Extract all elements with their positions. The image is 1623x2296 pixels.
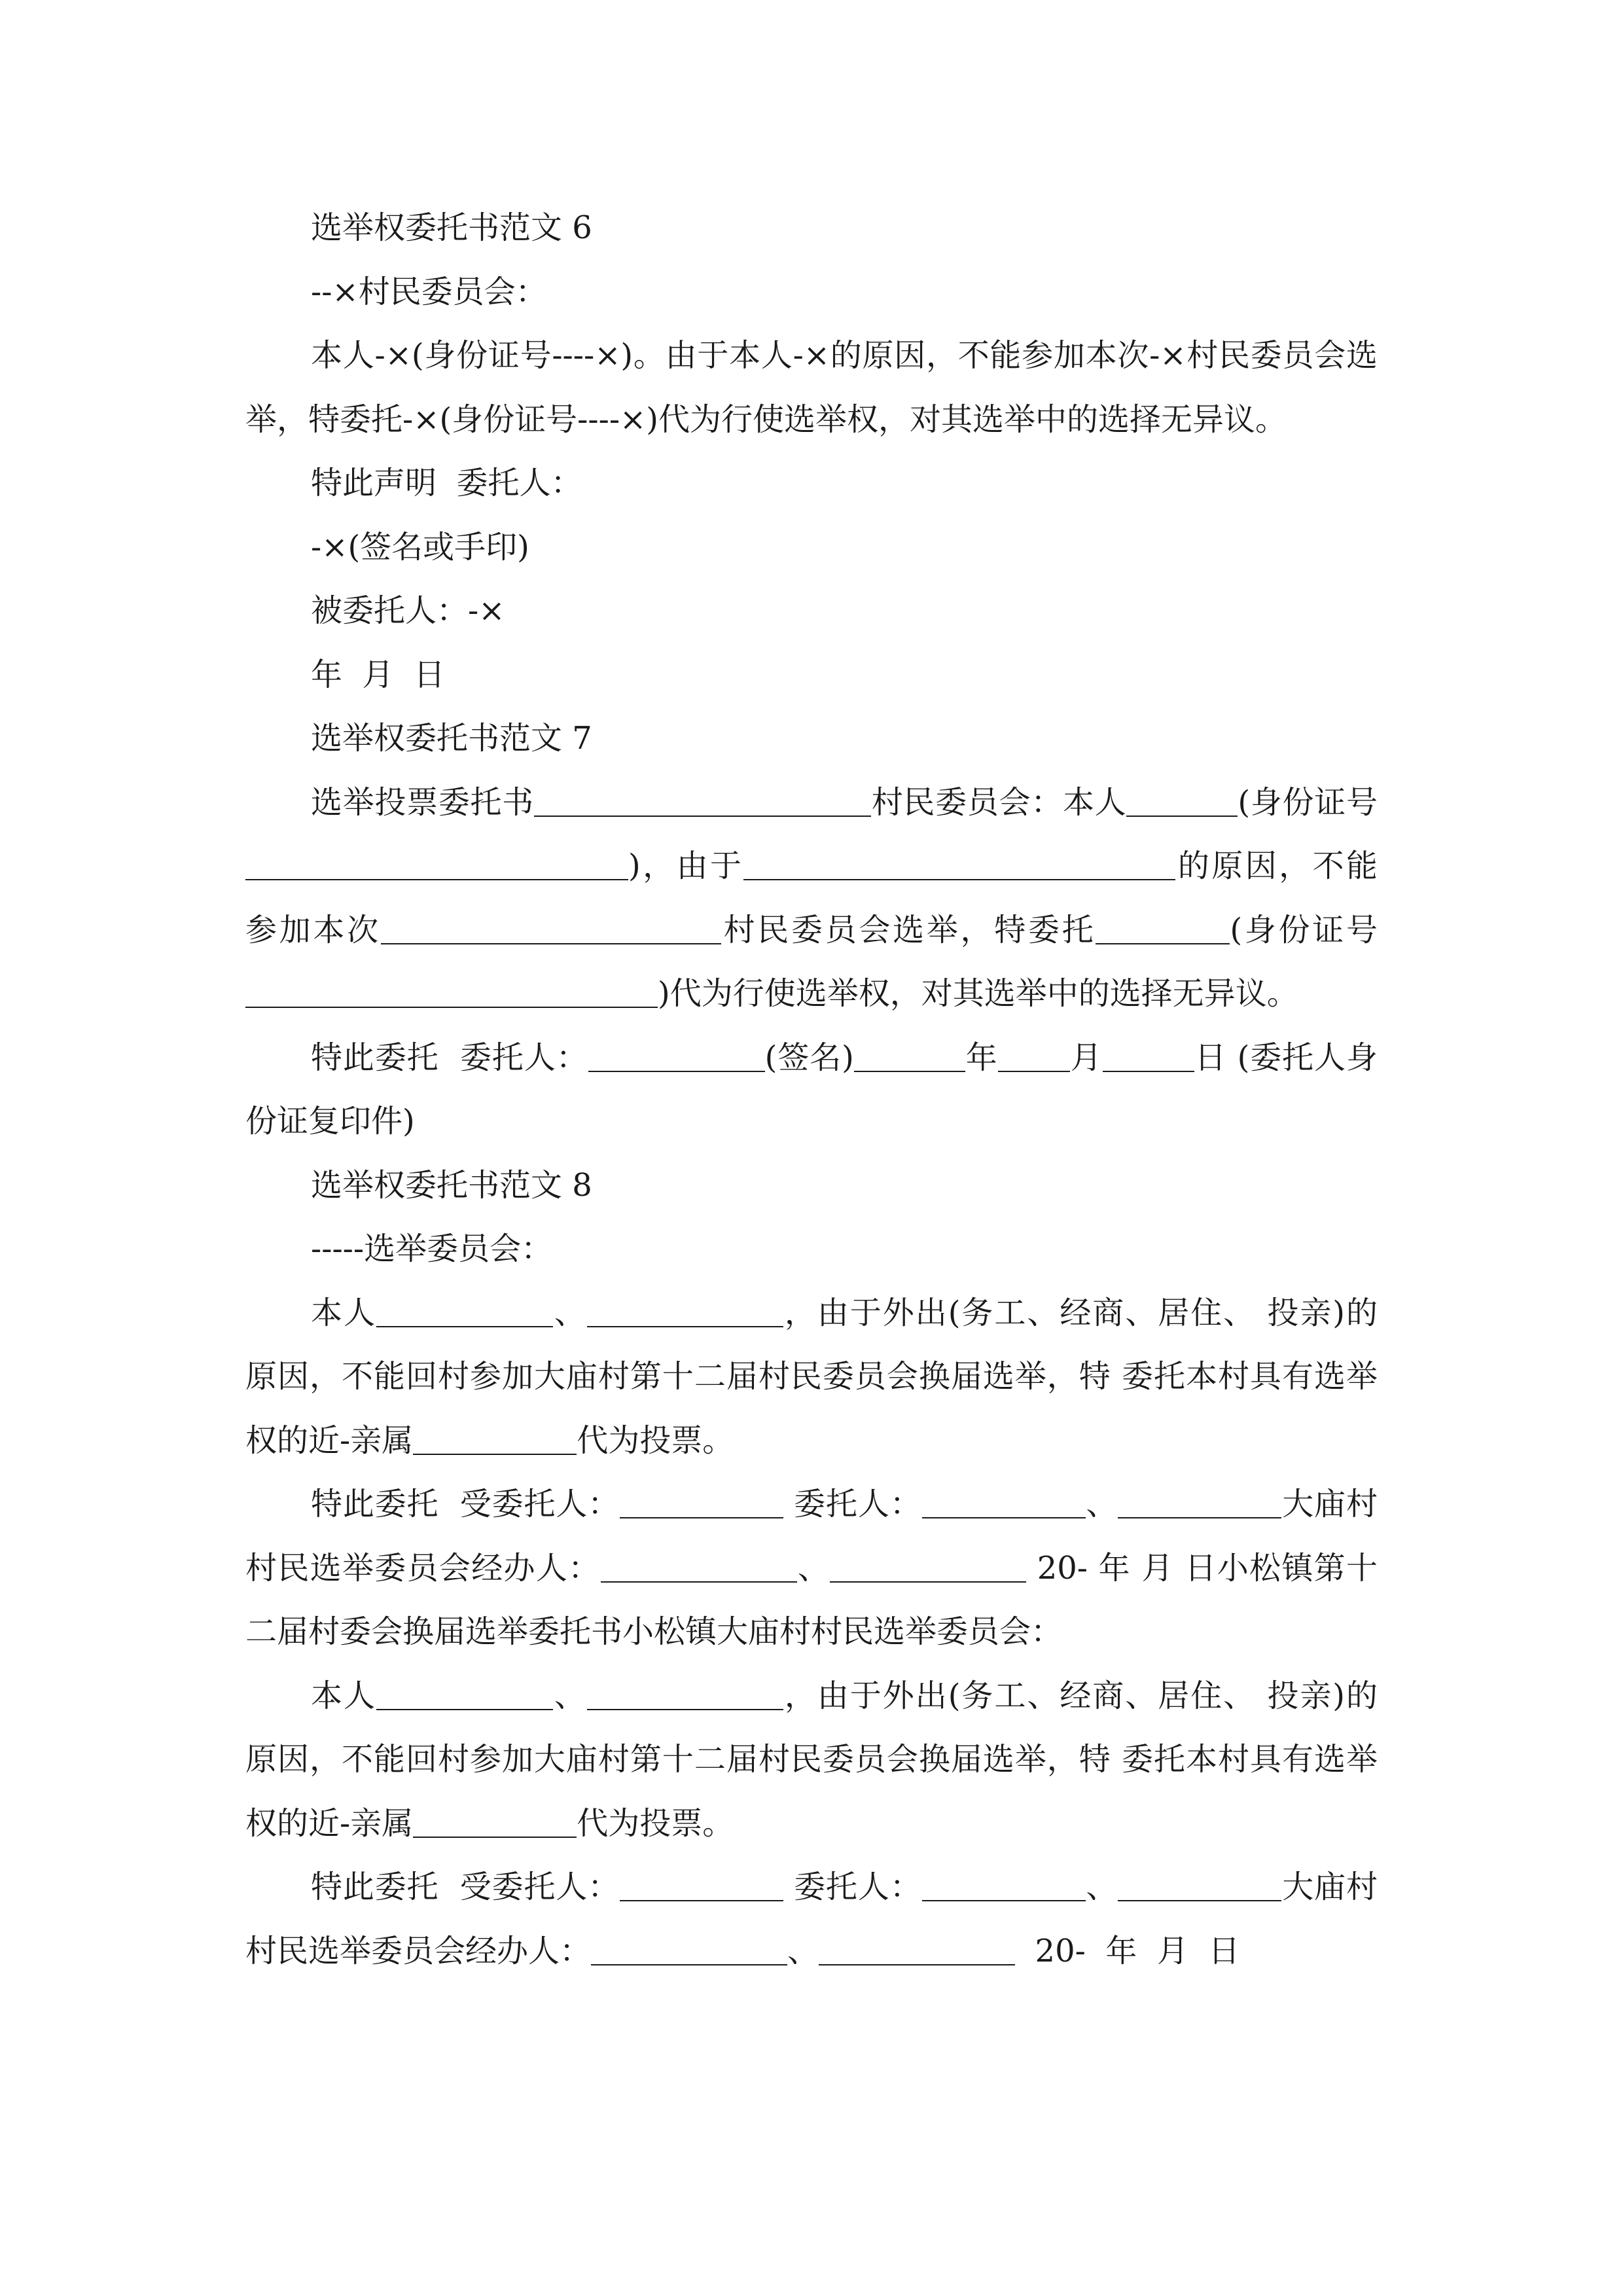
text: (身份证号 <box>1238 783 1378 821</box>
blank-field <box>922 1869 1086 1901</box>
blank-field <box>587 1677 783 1710</box>
text: 的原因，不能参加本次 <box>245 848 1378 948</box>
sample6-sign: -×(签名或手印) <box>311 528 529 565</box>
text: 20- 年 月 日 <box>1015 1932 1240 1969</box>
blank-field <box>1096 912 1230 944</box>
text: 代为投票。 <box>577 1422 734 1459</box>
blank-field <box>588 1039 765 1072</box>
text: 村民委员会：本人 <box>870 783 1127 821</box>
sample6-title: 选举权委托书范文 6 <box>311 209 592 246</box>
blank-field <box>376 1295 553 1327</box>
sample8-addressee: -----选举委员会： <box>311 1230 553 1267</box>
blank-field <box>922 1486 1086 1518</box>
text: 村民委员会选举，特委托 <box>721 911 1096 948</box>
blank-field <box>854 1039 965 1072</box>
text: 月 <box>1069 1039 1103 1076</box>
text: 、 <box>787 1932 819 1969</box>
blank-field <box>587 1295 783 1327</box>
blank-field <box>1126 784 1238 817</box>
sample8-signature <box>245 1473 1378 1664</box>
blank-field <box>413 1422 577 1455</box>
text: 特此委托 委托人： <box>311 1039 588 1076</box>
text: 特此委托 受委托人： <box>311 1869 620 1905</box>
sample7-paragraph <box>245 771 1378 1026</box>
blank-field <box>381 912 721 944</box>
blank-field <box>601 1550 797 1583</box>
text: 、 <box>552 1294 587 1331</box>
text: (身份证号 <box>1230 911 1378 948</box>
text: )代为行使选举权，对其选举中的选择无异议。 <box>658 975 1298 1012</box>
sample8-signature-repeat <box>245 1856 1378 1983</box>
blank-field <box>998 1039 1070 1072</box>
blank-field <box>743 848 1175 880</box>
text: 委托人： <box>783 1869 922 1905</box>
sample8-title: 选举权委托书范文 8 <box>311 1166 592 1204</box>
text: 本人 <box>311 1294 376 1331</box>
sample6-body: 本人-×(身份证号----×)。由于本人-×的原因，不能参加本次-×村民委员会选举，特委托-×(身份证号----×)代为行使选举权，对其选举中的选择无异议。 <box>245 337 1378 438</box>
text: 大庙村村民选举委员会经办人： <box>245 1869 1378 1969</box>
text: 、 <box>1085 1869 1118 1905</box>
text: 日 (委托人身份证复印件) <box>245 1039 1378 1139</box>
text: 大庙村村民选举委员会经办人： <box>245 1486 1378 1587</box>
sample6-addressee: --×村民委员会： <box>311 273 547 310</box>
text: 本人 <box>311 1677 376 1714</box>
blank-field <box>376 1677 553 1710</box>
blank-field <box>413 1805 577 1838</box>
blank-field <box>819 1933 1015 1965</box>
blank-field <box>1103 1039 1194 1072</box>
text: 特此委托 受委托人： <box>311 1486 620 1522</box>
text: 选举投票委托书 <box>311 783 534 821</box>
document-page <box>245 196 1378 1983</box>
text: 、 <box>552 1677 587 1714</box>
text: 委托人： <box>783 1486 922 1522</box>
text: ，由于外出(务工、经商、居住、 投亲)的原因，不能回村参加大庙村第十二届村民委员会换届选举，特 委托本村具有选举权的近-亲属 <box>245 1294 1378 1459</box>
sample7-title: 选举权委托书范文 7 <box>311 720 592 757</box>
text: 20- 年 月 日小松镇第十二届村委会换届选举委托书小松镇大庙村村民选举委员会： <box>245 1549 1378 1650</box>
text: 年 <box>965 1039 998 1076</box>
blank-field <box>245 848 628 880</box>
blank-field <box>591 1933 787 1965</box>
sample8-body-repeat <box>245 1664 1378 1856</box>
text: ，由于外出(务工、经商、居住、 投亲)的原因，不能回村参加大庙村第十二届村民委员会换届选举，特 委托本村具有选举权的近-亲属 <box>245 1677 1378 1842</box>
sample6-date: 年 月 日 <box>311 656 446 693</box>
text: (签名) <box>764 1039 854 1076</box>
sample6-delegate: 被委托人：-× <box>311 592 505 629</box>
blank-field <box>830 1550 1026 1583</box>
text: 代为投票。 <box>577 1804 734 1842</box>
blank-field <box>620 1486 783 1518</box>
sample7-signature <box>245 1026 1378 1154</box>
blank-field <box>1118 1486 1281 1518</box>
blank-field <box>245 975 658 1008</box>
blank-field <box>534 784 871 817</box>
sample6-declare: 特此声明 委托人： <box>311 465 582 501</box>
blank-field <box>1118 1869 1281 1901</box>
text: 、 <box>1085 1486 1118 1522</box>
blank-field <box>620 1869 783 1901</box>
text: )，由于 <box>628 848 744 884</box>
sample8-body <box>245 1282 1378 1473</box>
text: 、 <box>796 1549 830 1587</box>
